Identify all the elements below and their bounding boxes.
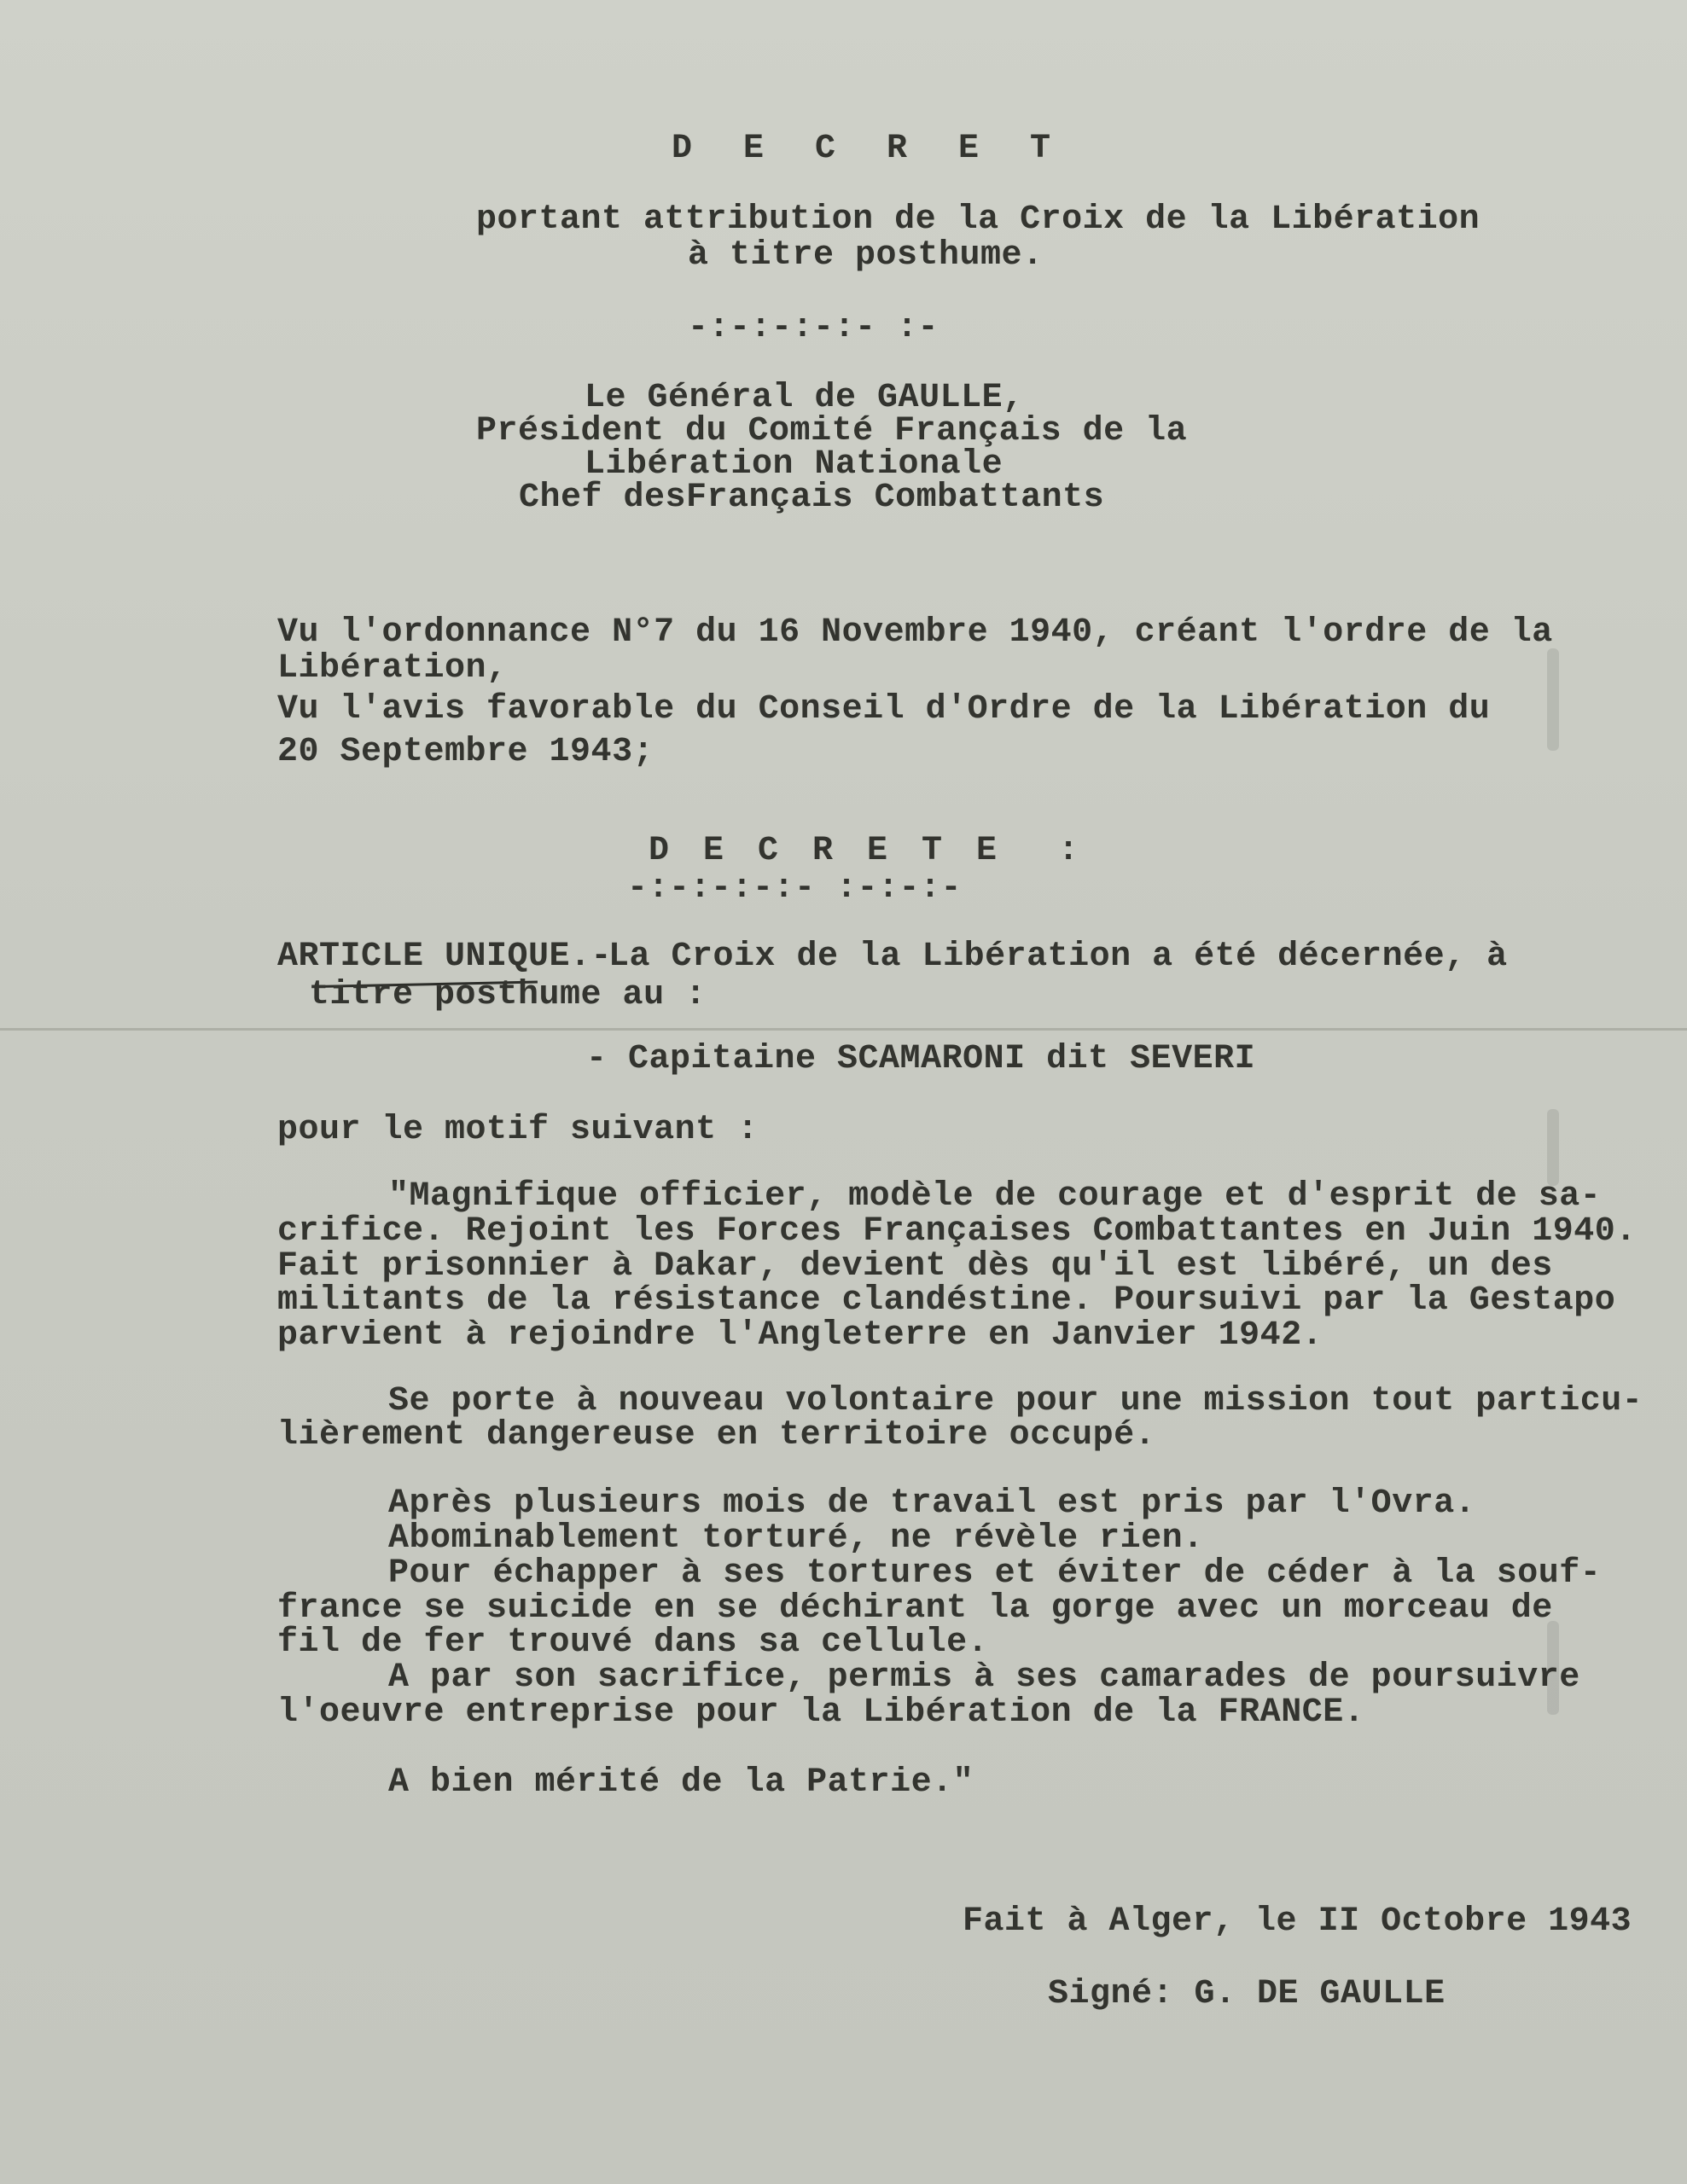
considerant-line-4: 20 Septembre 1943;: [277, 733, 654, 771]
citation-line: l'oeuvre entreprise pour la Libération de la FRANCE.: [277, 1693, 1365, 1732]
authority-line-3: Libération Nationale: [585, 445, 1003, 484]
article-label: ARTICLE UNIQUE.-: [277, 938, 613, 976]
considerant-line-2: Libération,: [277, 649, 508, 688]
citation-closing: A bien mérité de la Patrie.": [388, 1763, 974, 1802]
citation-line: A par son sacrifice, permis à ses camarades de poursuivre: [388, 1658, 1580, 1697]
article-text-line-1: La Croix de la Libération a été décernée, à: [608, 938, 1508, 976]
signature-line: Signé: G. DE GAULLE: [1048, 1975, 1446, 2013]
decree-subtitle-line-2: à titre posthume.: [688, 236, 1044, 275]
decree-title: D E C R E T: [672, 130, 1067, 168]
authority-line-4: Chef desFrançais Combattants: [519, 479, 1105, 517]
citation-line: parvient à rejoindre l'Angleterre en Janvier 1942.: [277, 1316, 1323, 1355]
paper-fold-line: [0, 1028, 1687, 1031]
citation-line: Pour échapper à ses tortures et éviter de céder à la souf-: [388, 1554, 1602, 1593]
article-text-line-2: titre posthume au :: [309, 976, 707, 1014]
decree-heading: D E C R E T E :: [649, 832, 1086, 870]
citation-line: Après plusieurs mois de travail est pris par l'Ovra.: [388, 1484, 1476, 1523]
considerant-line-1: Vu l'ordonnance N°7 du 16 Novembre 1940, créant l'ordre de la: [277, 613, 1553, 652]
citation-line: Fait prisonnier à Dakar, devient dès qu'il est libéré, un des: [277, 1247, 1553, 1286]
separator-top: -:-:-:-:- :-: [688, 309, 939, 347]
citation-line: fil de fer trouvé dans sa cellule.: [277, 1623, 989, 1662]
citation-line: lièrement dangereuse en territoire occupé.: [277, 1416, 1156, 1455]
citation-line: Abominablement torturé, ne révèle rien.: [388, 1519, 1204, 1558]
place-and-date: Fait à Alger, le II Octobre 1943: [963, 1902, 1632, 1941]
authority-line-2: Président du Comité Français de la: [476, 412, 1188, 450]
citation-line: Se porte à nouveau volontaire pour une mission tout particu-: [388, 1382, 1643, 1420]
motif-intro: pour le motif suivant :: [277, 1111, 759, 1149]
paper-mark: [1547, 1109, 1559, 1186]
considerant-line-3: Vu l'avis favorable du Conseil d'Ordre de la Libération du: [277, 690, 1491, 729]
citation-line: france se suicide en se déchirant la gorge avec un morceau de: [277, 1589, 1553, 1628]
decree-subtitle-line-1: portant attribution de la Croix de la Libération: [476, 200, 1480, 239]
authority-line-1: Le Général de GAULLE,: [585, 379, 1024, 417]
separator-middle: -:-:-:-:- :-:-:-: [627, 869, 963, 908]
citation-line: "Magnifique officier, modèle de courage et d'esprit de sa-: [388, 1177, 1602, 1216]
recipient-line: - Capitaine SCAMARONI dit SEVERI: [586, 1040, 1256, 1078]
citation-line: crifice. Rejoint les Forces Françaises Combattantes en Juin 1940.: [277, 1212, 1637, 1251]
citation-line: militants de la résistance clandéstine. Poursuivi par la Gestapo: [277, 1281, 1616, 1320]
paper-mark: [1547, 648, 1559, 751]
